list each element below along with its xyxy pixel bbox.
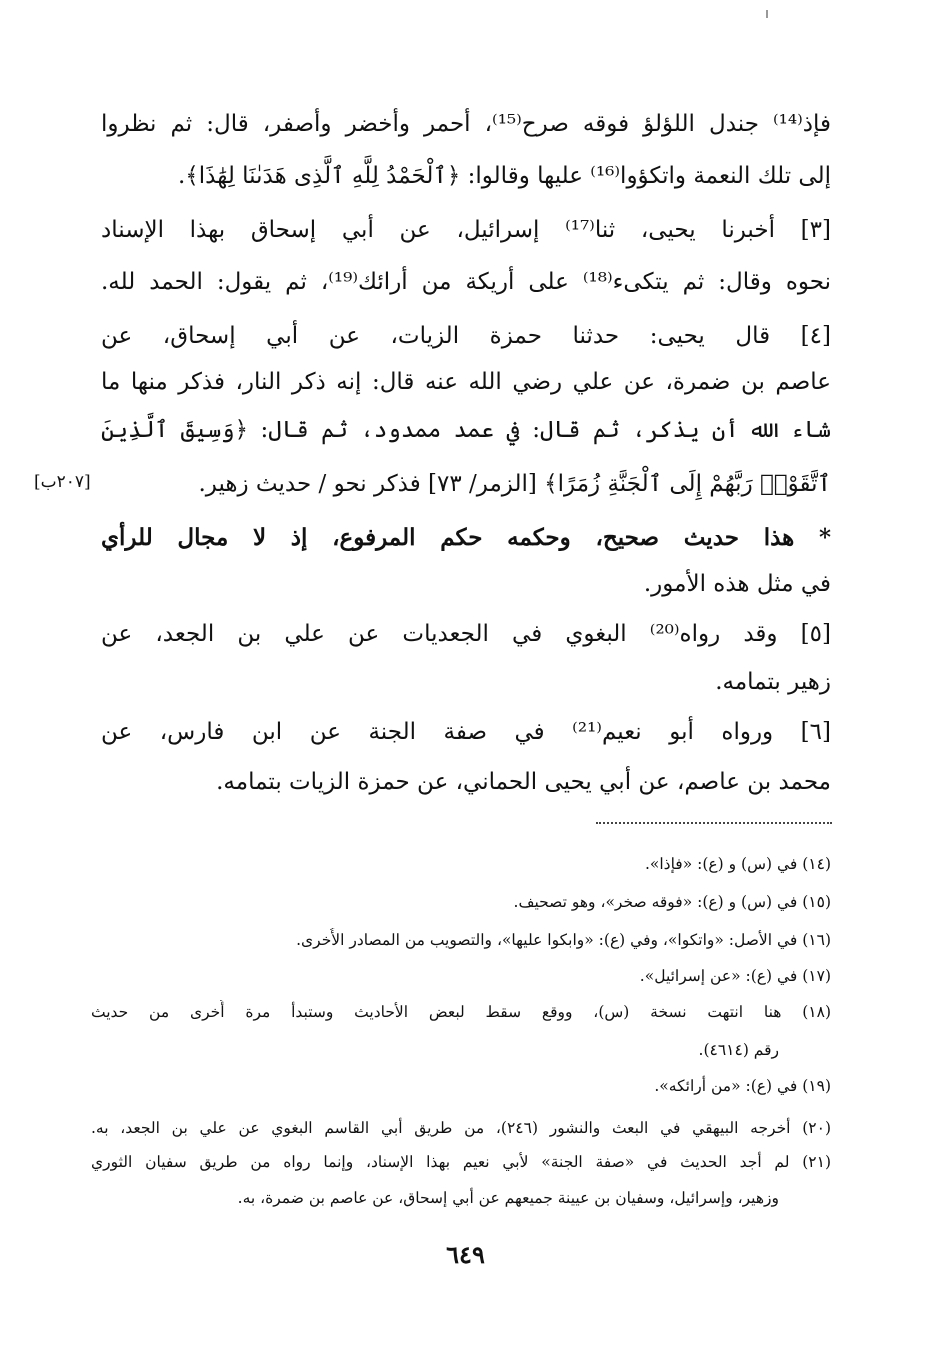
main-text-line: إلى تلك النعمة واتكؤوا⁽¹⁶⁾ عليها وقالوا: ﴿ٱلْحَمْدُ لِلَّهِ ٱلَّذِى هَدَىٰنَا لِهَٰذَا﴾. [178,163,831,189]
footnote-separator [596,822,832,824]
footnote: (١٨) هنا انتهت نسخة (س)، ووقع سقط لبعض الأحاديث وستبدأ مرة أُخرى من حديث [91,1003,831,1021]
main-text-line: نحوه وقال: ثم يتكىء⁽¹⁸⁾ على أريكة من أرائك⁽¹⁹⁾، ثم يقول: الحمد لله. [101,269,831,295]
main-text-line: * هذا حديث صحيح، وحكمه حكم المرفوع، إذ لا مجال للرأي [101,524,831,551]
main-text-line: [٥] وقد رواه⁽²⁰⁾ البغوي في الجعديات عن علي بن الجعد، عن [101,621,831,647]
footnote: (١٧) في (ع): «عن إسرائيل». [639,967,831,985]
footnote: (١٦) في الأصل: «واتكوا»، وفي (ع): «وابكوا عليها»، والتصويب من المصادر الأُخرى. [296,931,831,949]
footnote: (١٤) في (س) و (ع): «فإذا». [644,855,831,873]
main-text-line: فإذ⁽¹⁴⁾ جندل اللؤلؤ فوقه صرح⁽¹⁵⁾، أحمر وأخضر وأصفر، قال: ثم نظروا [101,111,831,137]
main-text-line: [٣] أخبرنا يحيى، ثنا⁽¹⁷⁾ إسرائيل، عن أبي إسحاق بهذا الإسناد [101,217,831,243]
footnote: (٢١) لم أجد الحديث في «صفة الجنة» لأبي نعيم بهذا الإسناد، وإنما رواه من طريق سفيان الثوري [91,1153,831,1171]
footnote-continuation: رقم (٤٦١٤). [698,1041,779,1059]
page-number: ٦٤٩ [446,1240,485,1269]
scan-mark [766,10,768,18]
main-text-line: في مثل هذه الأمور. [643,571,831,597]
footnote: (٢٠) أخرجه البيهقي في البعث والنشور (٢٤٦)، من طريق أبي القاسم البغوي عن علي بن الجعد، به. [91,1119,831,1137]
manuscript-folio-marker: [٢٠٧ب] [34,472,91,492]
footnote: (١٥) في (س) و (ع): «فوقه صخر»، وهو تصحيف. [513,893,831,911]
main-text-line: زهير بتمامه. [715,669,831,695]
main-text-line: شاء الله أن يذكر، ثم قال: في عمد ممدود، ثم قال: ﴿وَسِيقَ ٱلَّذِينَ [101,417,831,443]
main-text-line: محمد بن عاصم، عن أبي يحيى الحماني، عن حمزة الزيات بتمامه. [216,769,831,795]
main-text-line: عاصم بن ضمرة، عن علي رضي الله عنه قال: إنه ذكر النار، فذكر منها ما [101,369,831,395]
footnote: (١٩) في (ع): «من أرائكه». [654,1077,831,1095]
main-text-line: [٦] ورواه أبو نعيم⁽²¹⁾ في صفة الجنة عن ابن فارس، عن [101,719,831,745]
footnote-continuation: وزهير، وإسرائيل، وسفيان بن عيينة جميعهم عن أبي إسحاق، عن عاصم بن ضمرة، به. [237,1189,779,1207]
main-text-line: ٱتَّقَوْا۟ رَبَّهُمْ إِلَى ٱلْجَنَّةِ زُمَرًا﴾ [الزمر/ ٧٣] فذكر نحو / حديث زهير. [198,471,831,497]
main-text-line: [٤] قال يحيى: حدثنا حمزة الزيات، عن أبي إسحاق، عن [101,323,831,349]
